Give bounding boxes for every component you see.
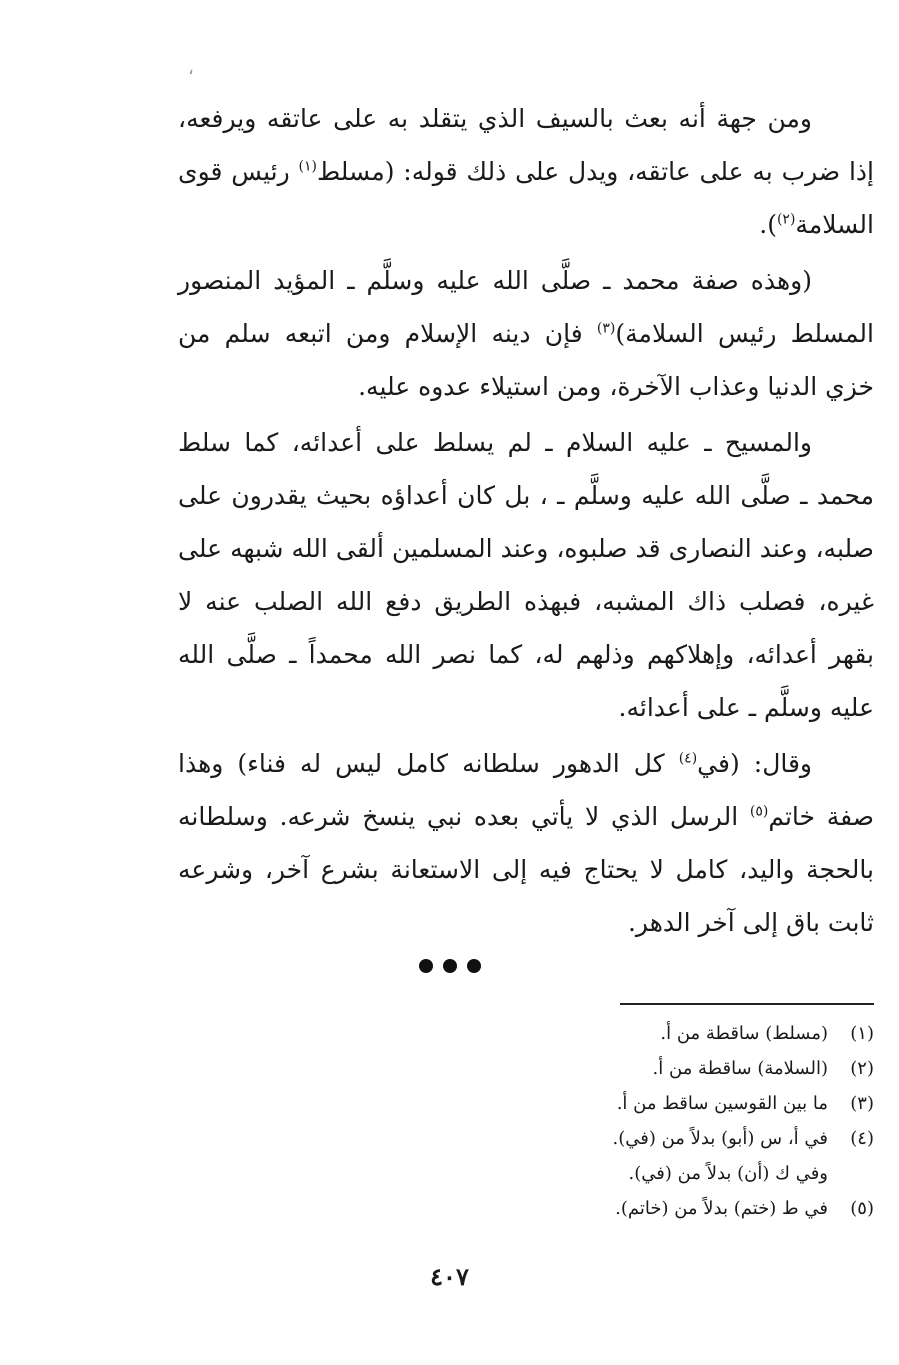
- footnote-number: (٣): [850, 1093, 874, 1114]
- separator-dot: [443, 959, 457, 973]
- main-text: [178, 92, 874, 952]
- footnote-number: (١): [850, 1023, 874, 1044]
- paragraph-4-text-a: وقال: (في: [697, 749, 812, 778]
- paragraph-2: [178, 254, 874, 413]
- footnote-text: (مسلط) ساقطة من أ.: [660, 1023, 828, 1044]
- footnote-text: في ط (ختم) بدلاً من (خاتم).: [615, 1198, 828, 1219]
- paragraph-1: [178, 92, 874, 251]
- corner-mark: ،: [188, 58, 194, 79]
- footnote-number: (٤): [850, 1128, 874, 1149]
- footnote-number: (٢): [850, 1058, 874, 1079]
- paragraph-3: [178, 416, 874, 734]
- footnote-ref-5[interactable]: (٥): [749, 803, 769, 820]
- paragraph-2-text-b: فإن دينه الإسلام ومن اتبعه سلم من خزي الدنيا وعذاب الآخرة، ومن استيلاء عدوه عليه.: [178, 319, 874, 401]
- footnote-text: (السلامة) ساقطة من أ.: [652, 1058, 828, 1079]
- footnote-number: (٥): [850, 1198, 874, 1219]
- paragraph-2-text-a: (وهذه صفة محمد ـ صلَّى الله عليه وسلَّم ـ المؤيد المنصور المسلط رئيس السلامة): [178, 266, 874, 348]
- separator-dot: [467, 959, 481, 973]
- paragraph-3-text: والمسيح ـ عليه السلام ـ لم يسلط على أعدائه، كما سلط محمد ـ صلَّى الله عليه وسلَّم ـ ، بل كان أعداؤه بحيث يقدرون على صلبه، وعند النصارى قد صلبوه، وعند المسلمين ألقى الله شبهه على غيره، فصلب ذاك المشبه، فبهذه الطريق دفع الله الصلب عنه لا بقهر أعدائه، وإهلاكهم وذلهم له، كما نصر الله محمداً ـ صلَّى الله عليه وسلَّم ـ على أعدائه.: [178, 428, 874, 722]
- page-number: ٤٠٧: [430, 1262, 469, 1291]
- footnote-ref-4[interactable]: (٤): [678, 750, 698, 767]
- paragraph-1-text-c: ).: [759, 210, 777, 239]
- footnote-ref-2[interactable]: (٢): [776, 211, 796, 228]
- footnote-1: [400, 1016, 874, 1051]
- footnote-ref-3[interactable]: (٣): [596, 320, 616, 337]
- paragraph-4-text-c: الرسل الذي لا يأتي بعده نبي ينسخ شرعه. وسلطانه بالحجة واليد، كامل لا يحتاج فيه إلى الاستعانة بشرع آخر، وشرعه ثابت باق إلى آخر الدهر.: [178, 802, 874, 937]
- footnote-number: [828, 1156, 874, 1191]
- paragraph-1-text-b: رئيس قوى السلامة: [178, 157, 874, 239]
- footnote-4: [400, 1121, 874, 1156]
- footnote-text: وفي ك (أن) بدلاً من (في).: [628, 1163, 828, 1184]
- footnote-divider: [620, 1003, 874, 1005]
- footnote-3: [400, 1086, 874, 1121]
- footnote-2: [400, 1051, 874, 1086]
- footnote-ref-1[interactable]: (١): [298, 158, 318, 175]
- section-separator: [0, 958, 899, 977]
- footnote-4-continued: [400, 1156, 874, 1191]
- footnotes: [400, 1016, 874, 1226]
- separator-dot: [419, 959, 433, 973]
- footnote-text: ما بين القوسين ساقط من أ.: [616, 1093, 828, 1114]
- paragraph-1-text-a: ومن جهة أنه بعث بالسيف الذي يتقلد به على عاتقه ويرفعه، إذا ضرب به على عاتقه، ويدل على ذلك قوله: (مسلط: [178, 104, 874, 186]
- paragraph-4-text-b: كل الدهور سلطانه كامل ليس له فناء) وهذا صفة خاتم: [178, 749, 874, 831]
- paragraph-4: [178, 737, 874, 949]
- footnote-text: في أ، س (أبو) بدلاً من (في).: [612, 1128, 828, 1149]
- footnote-5: [400, 1191, 874, 1226]
